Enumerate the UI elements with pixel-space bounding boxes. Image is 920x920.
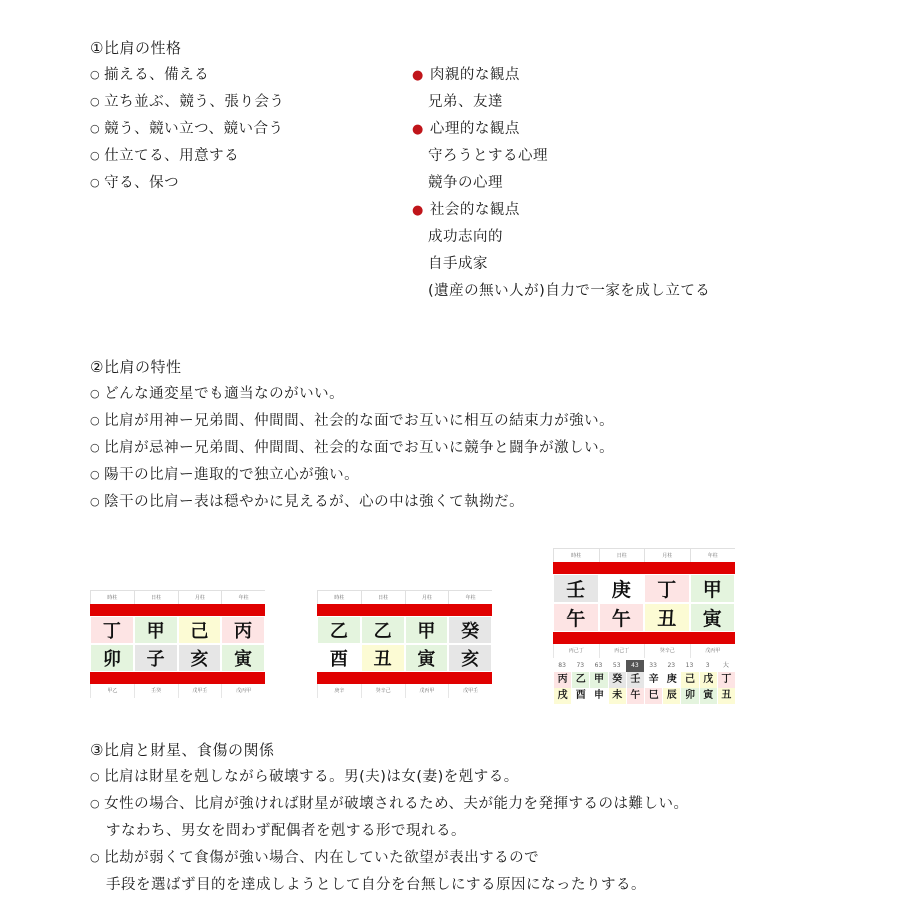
- list-item: ○ 比肩が忌神ー兄弟間、仲間間、社会的な面でお互いに競争と闘争が激しい。: [90, 435, 614, 462]
- group-heading: 社会的な観点: [429, 202, 520, 218]
- luck-stem: 丁: [717, 672, 735, 688]
- footer-cell: 戊丙甲: [690, 644, 736, 658]
- luck-branch: 午: [626, 688, 644, 704]
- luck-age: 13: [685, 662, 694, 669]
- red-bar: [553, 632, 735, 644]
- luck-branch: 申: [589, 688, 607, 704]
- header-cell: 月柱: [644, 548, 690, 562]
- stem-cell: 癸: [448, 616, 492, 644]
- branch-cell: 丑: [361, 644, 405, 672]
- luck-stem: 癸: [608, 672, 626, 688]
- section2-list: [90, 381, 614, 516]
- stem-cell: 乙: [317, 616, 361, 644]
- footer-cell: 戊甲壬: [448, 684, 492, 698]
- luck-stem: 壬: [626, 672, 644, 688]
- footer-cell: 戊丙甲: [405, 684, 449, 698]
- branch-cell: 亥: [178, 644, 222, 672]
- luck-age: 83: [558, 662, 566, 669]
- footer-cell: 戊甲壬: [178, 684, 222, 698]
- stem-cell: 甲: [690, 574, 736, 603]
- list-item: ○ 競う、競い立つ、競い合う: [90, 116, 284, 143]
- group-heading: 心理的な観点: [429, 121, 520, 137]
- branch-cell: 丑: [644, 603, 690, 632]
- stem-cell: 乙: [361, 616, 405, 644]
- luck-age-current: 43: [626, 660, 644, 672]
- branch-cell: 子: [134, 644, 178, 672]
- pillar-chart-2: [317, 590, 492, 698]
- chart-header: [553, 548, 735, 562]
- luck-stem: 辛: [644, 672, 662, 688]
- pillar-chart-1: [90, 590, 265, 698]
- footer-cell: 戊丙甲: [221, 684, 265, 698]
- red-bar: [90, 604, 265, 616]
- luck-age: 大: [722, 662, 729, 669]
- header-cell: 月柱: [178, 590, 222, 604]
- header-cell: 月柱: [405, 590, 449, 604]
- stem-cell: 甲: [405, 616, 449, 644]
- header-cell: 年柱: [690, 548, 736, 562]
- footer-cell: 癸辛己: [644, 644, 690, 658]
- luck-branch: 辰: [662, 688, 680, 704]
- branch-cell: 寅: [221, 644, 265, 672]
- group-line: (遺産の無い人が)自力で一家を成し立てる: [428, 283, 711, 299]
- branch-cell: 卯: [90, 644, 134, 672]
- luck-age: 53: [612, 662, 621, 669]
- group-line: 守ろうとする心理: [428, 148, 548, 164]
- chart-header: [317, 590, 492, 604]
- list-item: ○ 比肩が用神ー兄弟間、仲間間、社会的な面でお互いに相互の結束力が強い。: [90, 408, 614, 435]
- header-cell: 日柱: [361, 590, 405, 604]
- luck-age: 33: [649, 662, 657, 669]
- section1-left-list: [90, 62, 284, 197]
- list-item: ○ 仕立てる、用意する: [90, 143, 284, 170]
- list-item: ○ 陰干の比肩ー表は穏やかに見えるが、心の中は強くて執拗だ。: [90, 489, 614, 516]
- footer-cell: 丙己丁: [553, 644, 599, 658]
- luck-stem: 庚: [662, 672, 680, 688]
- pillar-chart-3: [553, 548, 735, 704]
- stem-cell: 庚: [599, 574, 645, 603]
- footer-cell: 甲乙: [90, 684, 134, 698]
- pillar-grid: [553, 574, 735, 632]
- luck-stem: 丙: [553, 672, 571, 688]
- header-cell: 日柱: [134, 590, 178, 604]
- branch-cell: 寅: [405, 644, 449, 672]
- branch-cell: 午: [599, 603, 645, 632]
- branch-cell: 酉: [317, 644, 361, 672]
- footer-cell: 丙己丁: [599, 644, 645, 658]
- chart-footer: [90, 684, 265, 698]
- section3-list: [90, 764, 689, 899]
- luck-age: 73: [576, 662, 585, 669]
- luck-branch: 巳: [644, 688, 662, 704]
- stem-cell: 甲: [134, 616, 178, 644]
- group-heading: 肉親的な観点: [429, 67, 520, 83]
- luck-branch: 丑: [717, 688, 735, 704]
- red-bar: [553, 562, 735, 574]
- luck-branch: 戌: [553, 688, 571, 704]
- group-line: 兄弟、友達: [428, 94, 503, 110]
- red-bullet-icon: ●: [412, 68, 424, 83]
- list-item: ○ 守る、保つ: [90, 170, 284, 197]
- list-item: ○ 比劫が弱くて食傷が強い場合、内在していた欲望が表出するので: [90, 845, 689, 872]
- section2-title: ②比肩の特性: [90, 358, 182, 376]
- luck-branch: 酉: [571, 688, 589, 704]
- stem-cell: 丁: [644, 574, 690, 603]
- red-bullet-icon: ●: [412, 203, 424, 218]
- header-cell: 年柱: [448, 590, 492, 604]
- list-item: ○ どんな通変星でも適当なのがいい。: [90, 381, 614, 408]
- luck-cycle-table: [553, 660, 735, 704]
- list-item: ○ 女性の場合、比肩が強ければ財星が破壊されるため、夫が能力を発揮するのは難しい。: [90, 791, 689, 818]
- pillar-grid: [317, 616, 492, 672]
- group-line: 成功志向的: [428, 229, 503, 245]
- stem-cell: 己: [178, 616, 222, 644]
- header-cell: 時柱: [90, 590, 134, 604]
- list-item: ○ 立ち並ぶ、競う、張り会う: [90, 89, 284, 116]
- header-cell: 時柱: [553, 548, 599, 562]
- luck-branch: 寅: [699, 688, 717, 704]
- section1-title: ①比肩の性格: [90, 39, 182, 57]
- pillar-grid: [90, 616, 265, 672]
- luck-stem: 甲: [589, 672, 607, 688]
- red-bullet-icon: ●: [412, 122, 424, 137]
- footer-cell: 庚辛: [317, 684, 361, 698]
- chart-header: [90, 590, 265, 604]
- list-item: ○ 揃える、備える: [90, 62, 284, 89]
- red-bar: [317, 672, 492, 684]
- stem-cell: 壬: [553, 574, 599, 603]
- luck-stem: 己: [680, 672, 698, 688]
- luck-age: 63: [594, 662, 603, 669]
- section3-title: ③比肩と財星、食傷の関係: [90, 741, 275, 759]
- list-item-continuation: 手段を選ばず目的を達成しようとして自分を台無しにする原因になったりする。: [106, 877, 646, 893]
- header-cell: 日柱: [599, 548, 645, 562]
- luck-branch: 未: [608, 688, 626, 704]
- luck-age: 3: [705, 662, 710, 669]
- group-line: 自手成家: [428, 256, 488, 272]
- footer-cell: 壬癸: [134, 684, 178, 698]
- header-cell: 時柱: [317, 590, 361, 604]
- header-cell: 年柱: [221, 590, 265, 604]
- chart-footer: [317, 684, 492, 698]
- list-item-continuation: すなわち、男女を問わず配偶者を剋する形で現れる。: [106, 823, 466, 839]
- branch-cell: 午: [553, 603, 599, 632]
- red-bar: [90, 672, 265, 684]
- branch-cell: 亥: [448, 644, 492, 672]
- chart-footer: [553, 644, 735, 658]
- list-item: ○ 比肩は財星を剋しながら破壊する。男(夫)は女(妻)を剋する。: [90, 764, 689, 791]
- stem-cell: 丙: [221, 616, 265, 644]
- footer-cell: 癸辛己: [361, 684, 405, 698]
- group-line: 競争の心理: [428, 175, 503, 191]
- section1-right-list: [412, 62, 710, 305]
- red-bar: [317, 604, 492, 616]
- branch-cell: 寅: [690, 603, 736, 632]
- luck-stem: 乙: [571, 672, 589, 688]
- luck-age: 23: [667, 662, 676, 669]
- luck-branch: 卯: [680, 688, 698, 704]
- list-item: ○ 陽干の比肩ー進取的で独立心が強い。: [90, 462, 614, 489]
- luck-stem: 戊: [699, 672, 717, 688]
- stem-cell: 丁: [90, 616, 134, 644]
